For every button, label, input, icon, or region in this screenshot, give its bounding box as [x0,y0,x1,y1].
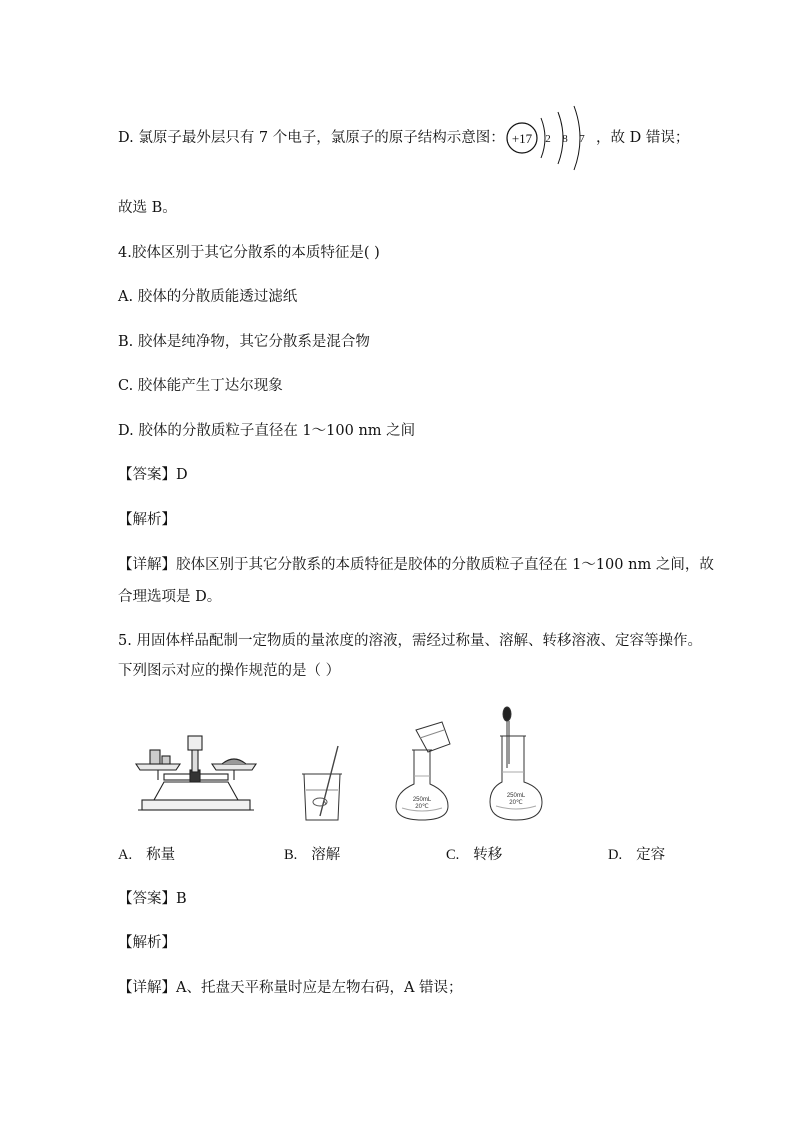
figure-d-constant-volume [488,706,544,824]
question-4-option-b: B. 胶体是纯净物，其它分散系是混合物 [118,334,370,350]
question-4-option-d: D. 胶体的分散质粒子直径在 1～100 nm 之间 [118,423,416,439]
question-4-option-a: A. 胶体的分散质能透过滤纸 [118,289,298,305]
figure-b-text: 溶解 [311,847,341,863]
flask-d-volume-label: 250mL [506,793,526,799]
shell-electrons-2: 8 [562,133,568,145]
option-d-text [118,128,505,148]
question-5-answer: 【答案】B [118,891,187,907]
conclusion-line: 故选 B。 [118,200,177,216]
figure-d-letter: D. [608,847,623,863]
figure-c-label [446,845,502,865]
option-d-suffix: ，故 D 错误； [596,130,690,146]
question-4-stem: 4.胶体区别于其它分散系的本质特征是( ) [118,245,380,261]
nucleus-charge: +17 [511,131,533,146]
question-5-stem-line-1: 5. 用固体样品配制一定物质的量浓度的溶液，需经过称量、溶解、转移溶液、定容等操作。 [118,633,702,649]
figure-b-label [284,845,340,865]
flask-c-volume-label: 250mL [412,797,432,803]
question-4-option-c: C. 胶体能产生丁达尔现象 [118,378,283,394]
figure-a-label [118,845,175,865]
shell-electrons-1: 2 [545,133,551,145]
figure-a-letter: A. [118,847,133,863]
question-5-analysis-heading: 【解析】 [118,935,176,951]
figure-b-letter: B. [284,847,298,863]
figure-d-text: 定容 [636,847,666,863]
question-4-detail-line-2: 合理选项是 D。 [118,589,222,605]
figure-c-text: 转移 [473,847,503,863]
figure-c-transfer [392,716,454,824]
question-5-stem-line-2: 下列图示对应的操作规范的是（ ） [118,663,341,679]
flask-c-temp-label: 20℃ [415,804,429,810]
figure-a-balance [134,730,258,814]
figure-a-text: 称量 [146,847,176,863]
question-4-detail-line-1: 【详解】胶体区别于其它分散系的本质特征是胶体的分散质粒子直径在 1～100 nm 之间，故 [118,557,714,573]
question-4-answer: 【答案】D [118,467,188,483]
figure-b-beaker [298,744,346,824]
figure-c-letter: C. [446,847,460,863]
question-4-analysis-heading: 【解析】 [118,512,176,528]
figure-d-label [608,845,665,865]
shell-electrons-3: 7 [579,133,585,145]
option-d-prefix: D. 氯原子最外层只有 7 个电子，氯原子的原子结构示意图： [118,130,505,146]
chlorine-atom-diagram [502,100,594,176]
question-5-detail: 【详解】A、托盘天平称量时应是左物右码，A 错误； [118,980,463,996]
flask-d-temp-label: 20℃ [509,800,523,806]
